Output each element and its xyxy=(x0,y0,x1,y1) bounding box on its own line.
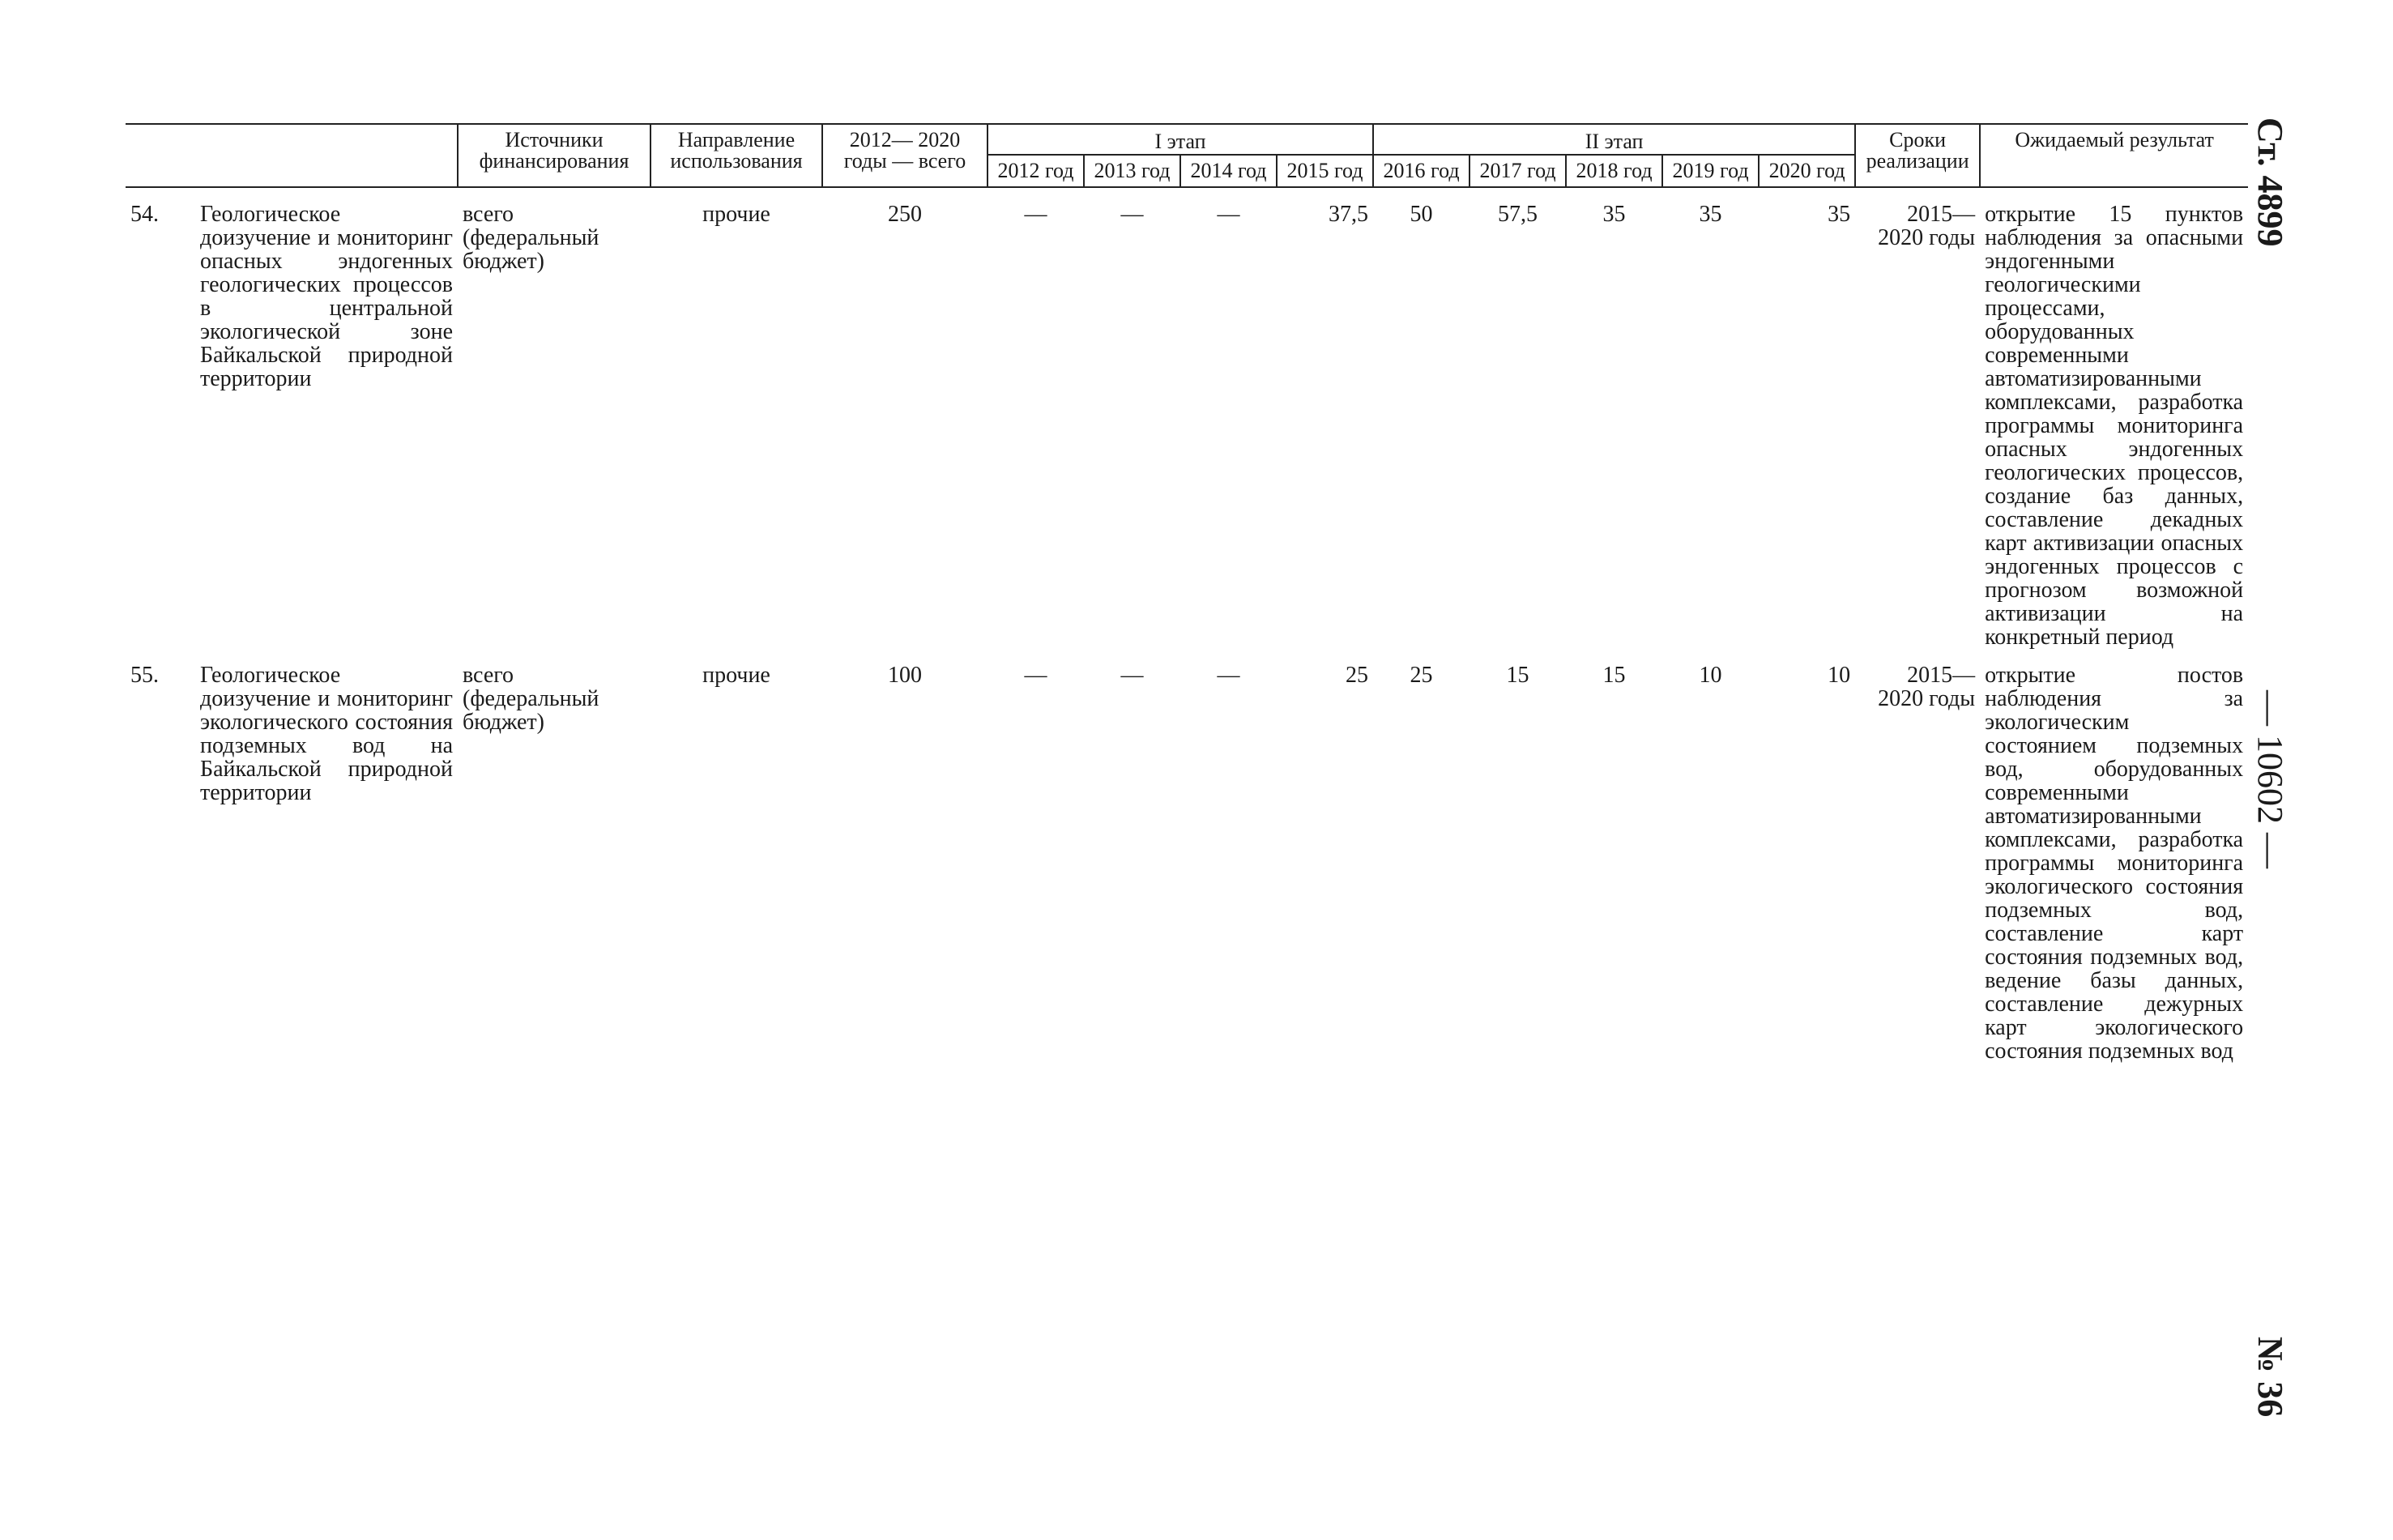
row-value-2014: — xyxy=(1217,663,1240,688)
row-value-2020: 10 xyxy=(1828,663,1851,688)
header-year-2019: 2019 год xyxy=(1662,155,1759,187)
row-result: открытие постов наблюдения за экологическим состоянием подземных вод, оборудованных современными автоматизированными комплексами, разработка программы мониторинга экологического состояния подземных вод, составление карт состояния подземных вод, ведение базы данных, составление дежурных карт экологического состояния подземных вод xyxy=(1985,663,2244,1064)
row-result: открытие 15 пунктов наблюдения за опасными эндогенными геологическими процессами, оборудованных современными автоматизированными комплексами, разработка программы мониторинга опасных эндогенных геологических процессов, создание баз данных, составление декадных карт активизации опасных эндогенных процессов с прогнозом возможной активизации на конкретный период xyxy=(1985,202,2244,650)
row-value-2019: 10 xyxy=(1699,663,1722,688)
header-stage-2: II этап xyxy=(1373,124,1855,155)
row-value-2015: 25 xyxy=(1346,663,1369,688)
row-source: всего (федеральный бюджет) xyxy=(463,202,599,274)
page-document-number: — 10602 — xyxy=(2250,690,2290,868)
header-year-2012: 2012 год xyxy=(987,155,1084,187)
row-value-2018: 15 xyxy=(1602,663,1626,688)
row-value-2012: — xyxy=(1024,202,1047,227)
row-name: Геологическое доизучение и мониторинг опасных эндогенных геологических процессов в центральной экологической зоне Байкальской природной территории xyxy=(200,202,453,391)
row-value-2018: 35 xyxy=(1602,202,1626,227)
header-total: 2012— 2020 годы — всего xyxy=(822,124,987,187)
row-value-2016: 25 xyxy=(1410,663,1433,688)
header-year-2017: 2017 год xyxy=(1469,155,1566,187)
row-term: 2015— 2020 годы xyxy=(1878,202,1976,250)
row-value-2019: 35 xyxy=(1699,202,1722,227)
header-blank xyxy=(126,124,458,187)
header-year-2015: 2015 год xyxy=(1277,155,1373,187)
table-header xyxy=(126,124,2248,187)
page-article-number: Ст. 4899 xyxy=(2250,117,2290,247)
row-value-2012: — xyxy=(1024,663,1047,688)
row-value-2017: 57,5 xyxy=(1498,202,1538,227)
header-year-2018: 2018 год xyxy=(1566,155,1662,187)
header-year-2014: 2014 год xyxy=(1180,155,1277,187)
row-value-2017: 15 xyxy=(1506,663,1529,688)
header-term: Сроки реализации xyxy=(1855,124,1980,187)
header-stage-1: I этап xyxy=(987,124,1373,155)
row-number: 55. xyxy=(130,663,159,688)
row-value-2020: 35 xyxy=(1828,202,1851,227)
row-value-2013: — xyxy=(1120,663,1144,688)
header-direction: Направление использования xyxy=(651,124,822,187)
header-sources: Источники финансирования xyxy=(458,124,651,187)
row-term: 2015— 2020 годы xyxy=(1878,663,1976,711)
issue-number: № 36 xyxy=(2250,1337,2290,1418)
row-direction: прочие xyxy=(702,202,770,227)
row-number: 54. xyxy=(130,202,159,227)
row-value-2013: — xyxy=(1120,202,1144,227)
header-result: Ожидаемый результат xyxy=(1980,124,2248,187)
row-value-2014: — xyxy=(1217,202,1240,227)
header-year-2016: 2016 год xyxy=(1373,155,1469,187)
row-source: всего (федеральный бюджет) xyxy=(463,663,599,735)
table-row xyxy=(126,187,2248,649)
program-table xyxy=(126,123,2248,1063)
row-name: Геологическое доизучение и мониторинг экологического состояния подземных вод на Байкальской природной территории xyxy=(200,663,453,805)
header-year-2020: 2020 год xyxy=(1759,155,1855,187)
row-total: 100 xyxy=(888,663,922,688)
row-value-2016: 50 xyxy=(1410,202,1433,227)
table-row xyxy=(126,649,2248,1063)
row-total: 250 xyxy=(888,202,922,227)
row-direction: прочие xyxy=(702,663,770,688)
header-year-2013: 2013 год xyxy=(1084,155,1180,187)
row-value-2015: 37,5 xyxy=(1329,202,1369,227)
